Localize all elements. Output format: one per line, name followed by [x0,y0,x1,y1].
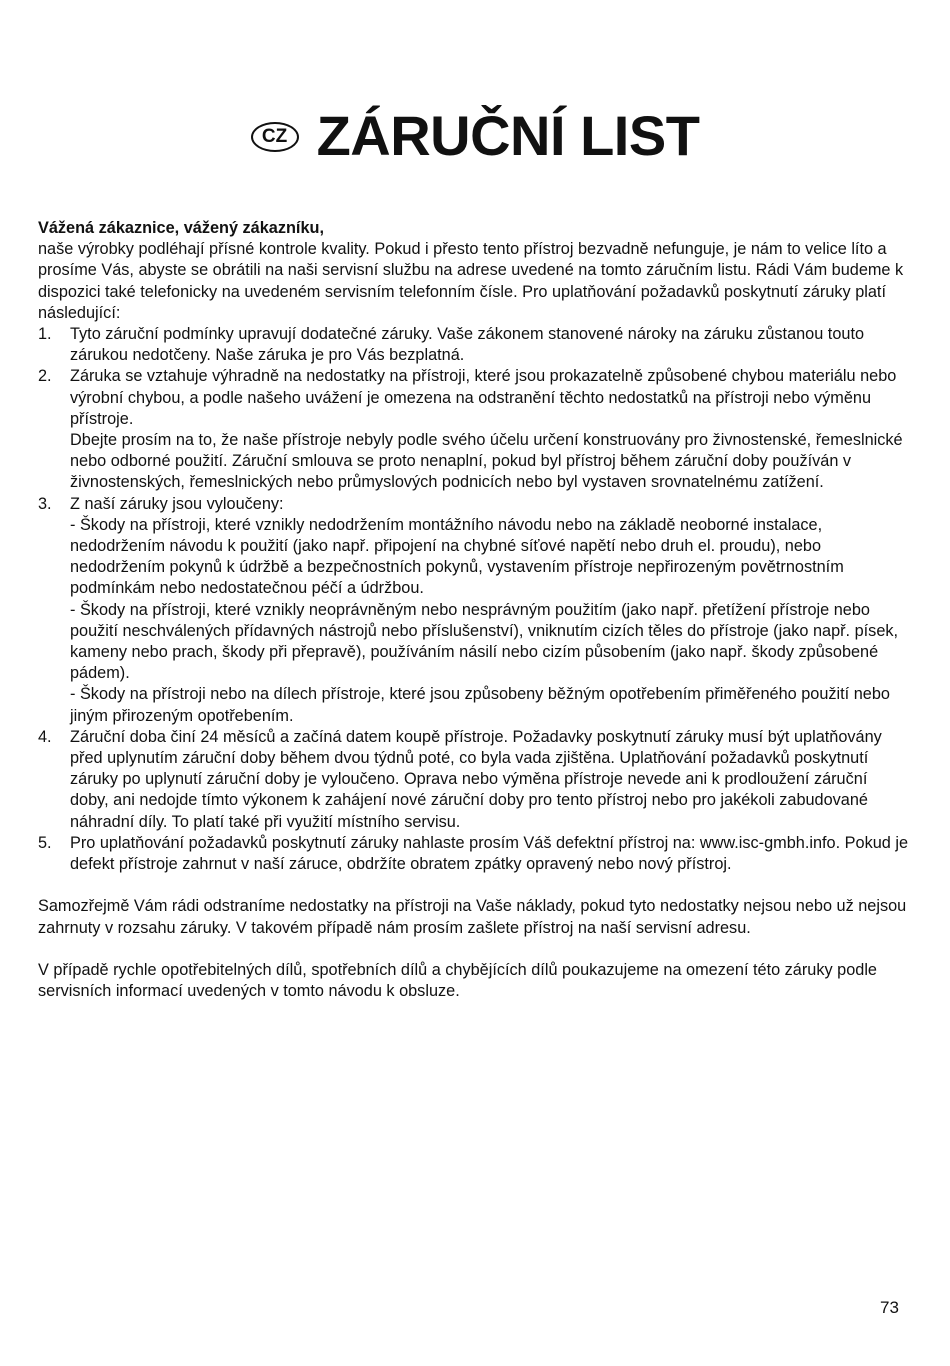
warranty-conditions-list [38,324,908,875]
list-item-text: Pro uplatňování požadavků poskytnutí záruky nahlaste prosím Váš defektní přístroj na: www.isc-gmbh.info. Pokud je defekt přístroje zahrnut v naší záruce, obdržíte obratem zpátky opravený nebo nový přístroj. [70,833,909,874]
closing-paragraph-2: V případě rychle opotřebitelných dílů, spotřebních dílů a chybějících dílů poukazujeme na omezení této záruky podle servisních informací uvedených v tomto návodu k obsluze. [38,960,877,1000]
list-item-number: 3. [38,494,52,513]
list-item-text: Tyto záruční podmínky upravují dodatečné záruky. Vaše zákonem stanovené nároky na záruku zůstanou touto zárukou nedotčeny. Naše záruka je pro Vás bezplatná. [70,325,865,365]
list-item-text: Záruka se vztahuje výhradně na nedostatky na přístroji, které jsou prokazatelně způsobené chybou materiálu nebo výrobní chybou, a podle našeho uvážení je omezena na odstranění těchto nedostatků na přístroji nebo výměnu přístroje. [70,367,897,428]
spacer [38,939,908,960]
list-item [38,727,908,833]
list-item-number: 2. [38,367,52,386]
country-badge-icon [251,122,299,152]
closing-paragraph-1: Samozřejmě Vám rádi odstraníme nedostatky na přístroji na Vaše náklady, pokud tyto nedostatky nejsou nebo už nejsou zahrnuty v rozsahu záruky. V takovém případě nám prosím zašlete přístroj na naší servisní adresu. [38,897,907,937]
document-body [38,218,908,1002]
list-item-text: Záruční doba činí 24 měsíců a začíná datem koupě přístroje. Požadavky poskytnutí záruky musí být uplatňovány před uplynutím záruční doby během dvou týdnů poté, co byla vada zjištěna. Uplatňování požadavků poskytnutí záruky po uplynutí záruční doby je vyloučeno. Oprava nebo výměna přístroje nevede ani k prodloužení záruční doby, ani nedojde tímto výkonem k zahájení nové záruční doby pro tento přístroj nebo pro jakékoli zabudované náhradní díly. To platí také při využití místního servisu. [70,727,882,831]
country-badge-label: CZ [261,126,288,147]
list-item-text: Dbejte prosím na to, že naše přístroje nebyly podle svého účelu určení konstruovány pro živnostenské, řemeslnické nebo odborné použití. Záruční smlouva se proto nenaplní, pokud byl přístroj během záruční doby používán v živnostenských, řemeslnických nebo průmyslových podnicích nebo byl vystaven srovnatelnému zatížení. [70,431,903,492]
list-item [38,833,908,875]
list-item [38,366,908,493]
list-item-text: - Škody na přístroji, které vznikly nedodržením montážního návodu nebo na základě neoborné instalace, nedodržením návodu k použití (jako např. připojení na chybné síťové napětí nebo druh el. proudu), nebo nedodržením pokynů k údržbě a bezpečnostních pokynů, vystavením přístroje nepřirozeným povětrnostním podmínkám nebo nedostatečnou péčí a údržbou. [70,515,844,598]
intro-paragraph: naše výrobky podléhají přísné kontrole kvality. Pokud i přesto tento přístroj bezvadně nefunguje, je nám to velice líto a prosíme Vás, abyste se obrátili na naši servisní službu na adrese uvedené na tomto záručním listu. Rádi Vám budeme k dispozici také telefonicky na uvedeném servisním telefonním čísle. Pro uplatňování požadavků poskytnutí záruky platí následující: [38,240,904,322]
list-item [38,324,908,366]
title-block [0,104,950,168]
list-item [38,494,908,727]
salutation: Vážená zákaznice, vážený zákazníku, [38,219,324,237]
list-item-text: - Škody na přístroji nebo na dílech přístroje, které jsou způsobeny běžným opotřebením přiměřeného použití nebo jiným přirozeným opotřebením. [70,685,890,725]
page-title: ZÁRUČNÍ LIST [316,104,700,167]
list-item-text: - Škody na přístroji, které vznikly neoprávněným nebo nesprávným použitím (jako např. přetížení přístroje nebo použití neschválených přídavných nástrojů nebo příslušenství), vniknutím cizích těles do přístroje (jako např. písek, kameny nebo prach, škody při přepravě), používáním násilí nebo cizím působením (jako např. škody způsobené pádem). [70,600,899,683]
spacer [38,875,908,896]
page-number: 73 [880,1298,899,1317]
list-item-number: 5. [38,833,52,852]
list-item-text: Z naší záruky jsou vyloučeny: [70,494,284,513]
list-item-number: 4. [38,727,52,746]
list-item-number: 1. [38,325,52,344]
